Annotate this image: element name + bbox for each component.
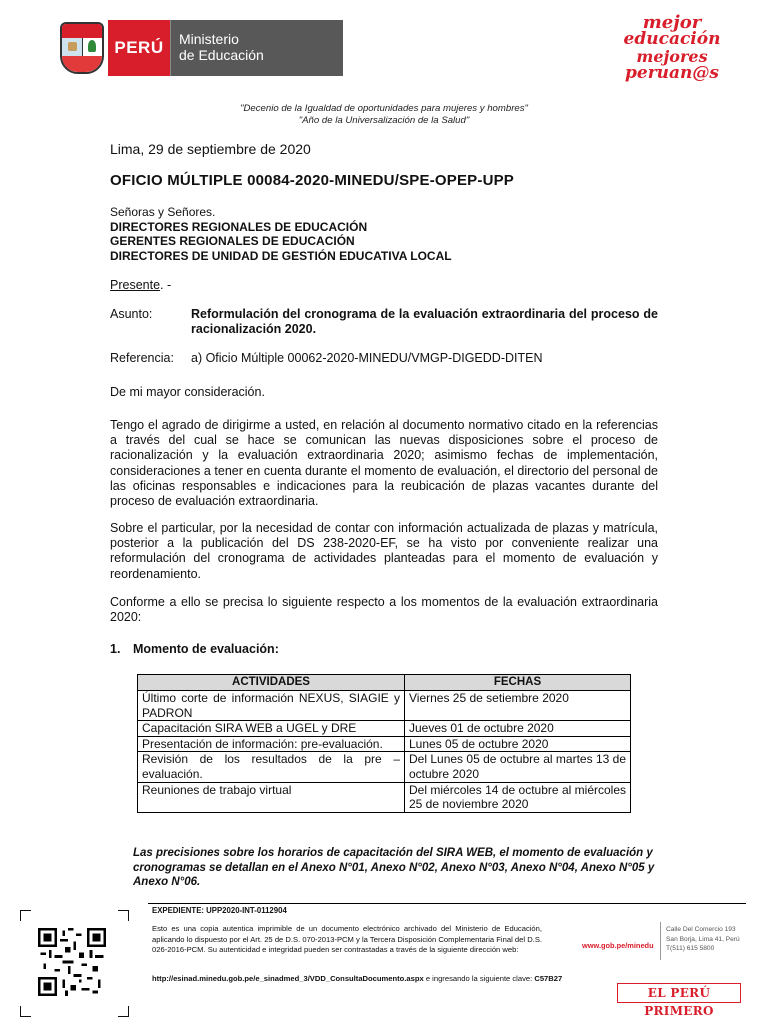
date-cell: Del Lunes 05 de octubre al martes 13 de octubre 2020 xyxy=(405,752,631,782)
coat-of-arms-logo xyxy=(60,22,104,74)
el-peru-primero-logo: EL PERÚ PRIMERO xyxy=(617,983,741,1003)
recipient-3: DIRECTORES DE UNIDAD DE GESTIÓN EDUCATIVA LOCAL xyxy=(110,248,452,263)
qr-code xyxy=(38,928,106,996)
slogan-line-4: peruan@s xyxy=(625,63,719,83)
slogan-line-1: mejor xyxy=(642,12,702,33)
decenio-line-2: "Año de la Universalización de la Salud" xyxy=(298,115,470,126)
presente-word: Presente xyxy=(110,278,161,292)
date-cell: Del miércoles 14 de octubre al miércoles 25 de noviembre 2020 xyxy=(405,782,631,812)
table-row xyxy=(138,691,631,721)
recipients-block xyxy=(110,205,452,263)
authenticity-disclaimer: Esto es una copia autentica imprimible de un documento electrónico archivado del Ministerio de Educación, aplicando lo dispuesto por el Art. 25 de D.S. 070-2013-PCM y la Tercera Disposición Complementaria Final del D.S. 026-2016-PCM. Su autenticidad e integridad pueden ser contrastadas a través de la siguiente dirección web: xyxy=(152,924,542,954)
footer-divider xyxy=(148,903,746,904)
activities-table xyxy=(137,674,631,813)
recipient-1: DIRECTORES REGIONALES DE EDUCACIÓN xyxy=(110,219,368,234)
contact-address: Calle Del Comercio 193 xyxy=(666,926,736,933)
date-cell: Viernes 25 de setiembre 2020 xyxy=(405,691,631,721)
precisiones-note: Las precisiones sobre los horarios de capacitación del SIRA WEB, el momento de evaluación y cronogramas se detallan en el Anexo N°01, Anexo N°02, Anexo N°03, Anexo N°04, Anexo N°05 y Anexo N°06. xyxy=(133,847,655,889)
decenio-line-1: "Decenio de la Igualdad de oportunidades para mujeres y hombres" xyxy=(240,103,528,114)
table-header-actividades: ACTIVIDADES xyxy=(138,675,405,691)
recipient-2: GERENTES REGIONALES DE EDUCACIÓN xyxy=(110,234,355,249)
body-paragraph-1: Tengo el agrado de dirigirme a usted, en relación al documento normativo citado en la referencias a través del cual se hace se comunican las nuevas disposiciones sobre el proceso de racionalización y la evaluación extraordinaria 2020; asimismo fechas de implementación, consideraciones a tener en cuenta durante el momento de evaluación, el directorio del personal de las oficinas responsables e indicaciones para la reubicación de plazas vacantes durante del proceso de evaluación extraordinaria. xyxy=(110,418,658,509)
presente-suffix: . - xyxy=(160,278,172,292)
expediente-number: EXPEDIENTE: UPP2020-INT-0112904 xyxy=(152,906,287,915)
activity-cell: Reuniones de trabajo virtual xyxy=(138,782,405,812)
activity-cell: Presentación de información: pre-evaluación. xyxy=(138,736,405,752)
table-row xyxy=(138,782,631,812)
activity-cell: Capacitación SIRA WEB a UGEL y DRE xyxy=(138,721,405,737)
contact-phone: T(511) 615 5800 xyxy=(666,945,715,953)
verification-key: C57B27 xyxy=(534,974,563,983)
table-header-row xyxy=(138,675,631,691)
asunto-text: Reformulación del cronograma de la evaluación extraordinaria del proceso de racionalización 2020. xyxy=(191,307,658,336)
ministry-logo xyxy=(170,20,343,76)
qr-frame-corner xyxy=(20,910,31,921)
oficio-number: OFICIO MÚLTIPLE 00084-2020-MINEDU/SPE-OPEP-UPP xyxy=(110,172,515,189)
verification-suffix: e ingresando la siguiente clave: xyxy=(423,974,535,983)
referencia-label: Referencia: xyxy=(110,351,174,365)
body-paragraph-2: Sobre el particular, por la necesidad de contar con información actualizada de plazas y matrícula, posterior a la publicación del DS 238-2020-EF, se ha visto por conveniente realizar una reformulación del cronograma de actividades planteadas para el momento de evaluación y reordenamiento. xyxy=(110,521,658,581)
ministry-line-1: Ministerio xyxy=(179,31,239,47)
asunto-label: Asunto: xyxy=(110,307,153,321)
section-title: Momento de evaluación: xyxy=(133,642,279,656)
contact-divider xyxy=(660,922,661,960)
table-row xyxy=(138,721,631,737)
date-cell: Lunes 05 de octubre 2020 xyxy=(405,736,631,752)
slogan-line-2: educación xyxy=(623,29,721,49)
slogan-logo xyxy=(620,14,724,82)
ministry-line-2: de Educación xyxy=(179,47,264,63)
section-heading xyxy=(110,642,279,656)
contact-city: San Borja, Lima 41, Perú xyxy=(666,935,740,943)
table-header-fechas: FECHAS xyxy=(405,675,631,691)
peru-logo: PERÚ xyxy=(108,20,170,76)
qr-frame-corner xyxy=(20,1006,31,1017)
contact-block xyxy=(666,925,740,954)
slogan-line-3: mejores xyxy=(636,47,708,66)
consideracion-line: De mi mayor consideración. xyxy=(110,385,265,399)
presente-line xyxy=(110,278,171,292)
activity-cell: Último corte de información NEXUS, SIAGIE y PADRON xyxy=(138,691,405,721)
body-paragraph-3: Conforme a ello se precisa lo siguiente respecto a los momentos de la evaluación extraordinaria 2020: xyxy=(110,595,658,625)
website-link[interactable]: www.gob.pe/minedu xyxy=(582,941,654,950)
table-row xyxy=(138,752,631,782)
qr-frame-corner xyxy=(118,1006,129,1017)
table-row xyxy=(138,736,631,752)
activity-cell: Revisión de los resultados de la pre – evaluación. xyxy=(138,752,405,782)
date-cell: Jueves 01 de octubre 2020 xyxy=(405,721,631,737)
verification-text xyxy=(152,974,572,985)
verification-url[interactable]: http://esinad.minedu.gob.pe/e_sinadmed_3/VDD_ConsultaDocumento.aspx xyxy=(152,974,424,983)
decenio-header xyxy=(0,103,768,127)
referencia-text: a) Oficio Múltiple 00062-2020-MINEDU/VMGP-DIGEDD-DITEN xyxy=(191,351,543,365)
salutation: Señoras y Señores. xyxy=(110,205,216,219)
section-number: 1. xyxy=(110,642,121,656)
qr-frame-corner xyxy=(118,910,129,921)
letter-date: Lima, 29 de septiembre de 2020 xyxy=(110,141,311,157)
